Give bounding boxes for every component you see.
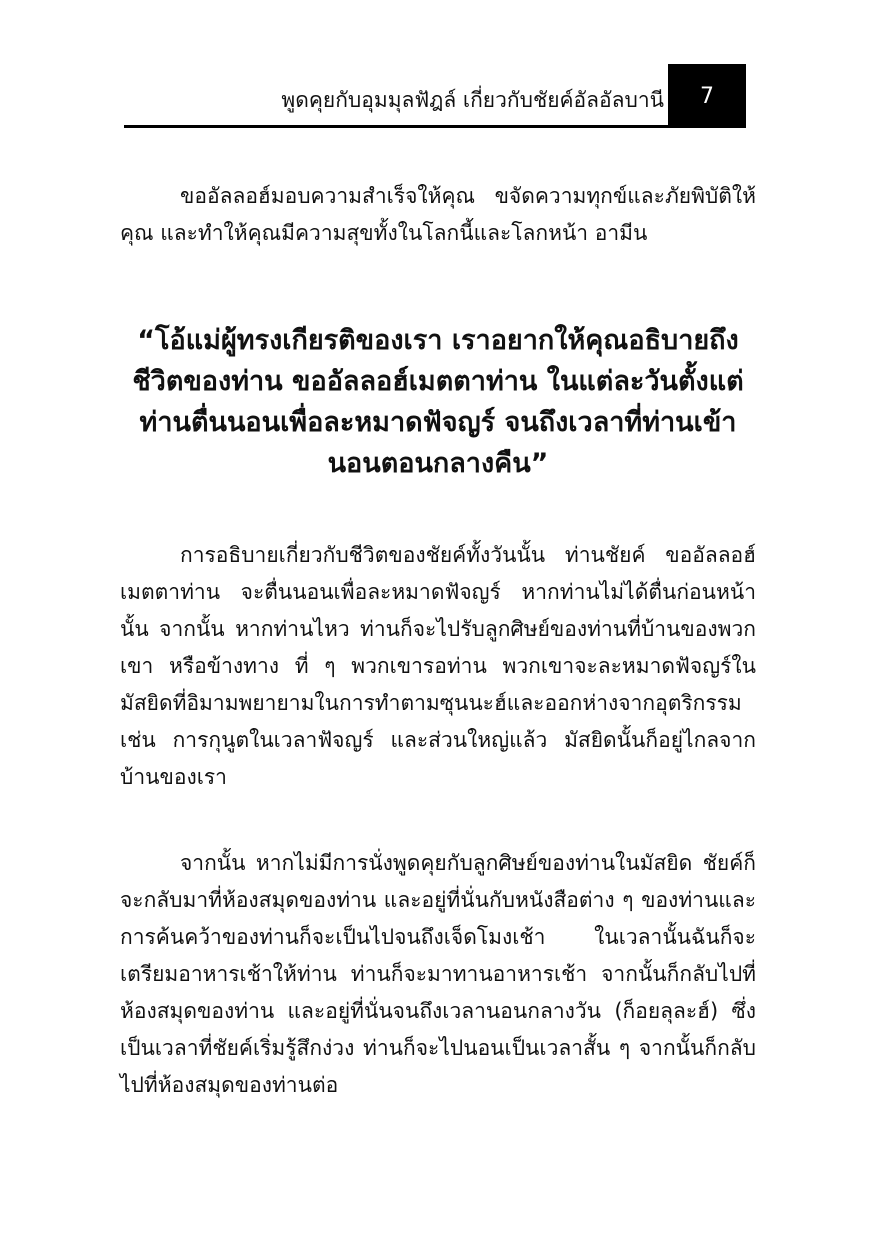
body-paragraph-1: การอธิบายเกี่ยวกับชีวิตของชัยค์ทั้งวันนั้น ท่านชัยค์ ขออัลลอฮ์เมตตาท่าน จะตื่นนอนเพื่อละหมาดฟัจญร์ หากท่านไม่ได้ตื่นก่อนหน้านั้น จากนั้น หากท่านไหว ท่านก็จะไปรับลูกศิษย์ของท่านที่บ้านของพวกเขา หรือข้างทาง ที่ ๆ พวกเขารอท่าน พวกเขาจะละหมาดฟัจญร์ในมัสยิดที่อิมามพยายามในการทำตามซุนนะฮ์และออกห่างจากอุตริกรรม เช่น การกุนูตในเวลาฟัจญร์ และส่วนใหญ่แล้ว มัสยิดนั้นก็อยู่ไกลจากบ้านของเรา bbox=[120, 543, 756, 789]
running-header-title: พูดคุยกับอุมมุลฟัฎล์ เกี่ยวกับชัยค์อัลอัลบานี bbox=[281, 88, 664, 112]
page-header bbox=[124, 64, 746, 128]
page-number-box bbox=[668, 64, 746, 128]
header-rule bbox=[124, 125, 746, 128]
intro-paragraph: ขออัลลอฮ์มอบความสำเร็จให้คุณ ขจัดความทุกข์และภัยพิบัติให้คุณ และทำให้คุณมีความสุขทั้งในโลกนี้และโลกหน้า อามีน bbox=[120, 184, 756, 245]
quote-heading: “โอ้แม่ผู้ทรงเกียรติของเรา เราอยากให้คุณอธิบายถึงชีวิตของท่าน ขออัลลอฮ์เมตตาท่าน ในแต่ละวันตั้งแต่ท่านตื่นนอนเพื่อละหมาดฟัจญร์ จนถึงเวลาที่ท่านเข้านอนตอนกลางคืน” bbox=[132, 325, 744, 479]
page-number: 7 bbox=[700, 83, 714, 109]
body-paragraph-2: จากนั้น หากไม่มีการนั่งพูดคุยกับลูกศิษย์ของท่านในมัสยิด ชัยค์ก็จะกลับมาที่ห้องสมุดของท่าน และอยู่ที่นั่นกับหนังสือต่าง ๆ ของท่านและการค้นคว้าของท่านก็จะเป็นไปจนถึงเจ็ดโมงเช้า ในเวลานั้นฉันก็จะเตรียมอาหารเช้าให้ท่าน ท่านก็จะมาทานอาหารเช้า จากนั้นก็กลับไปที่ห้องสมุดของท่าน และอยู่ที่นั่นจนถึงเวลานอนกลางวัน (ก็อยลุละฮ์) ซึ่งเป็นเวลาที่ชัยค์เริ่มรู้สึกง่วง ท่านก็จะไปนอนเป็นเวลาสั้น ๆ จากนั้นก็กลับไปที่ห้องสมุดของท่านต่อ bbox=[120, 851, 756, 1097]
